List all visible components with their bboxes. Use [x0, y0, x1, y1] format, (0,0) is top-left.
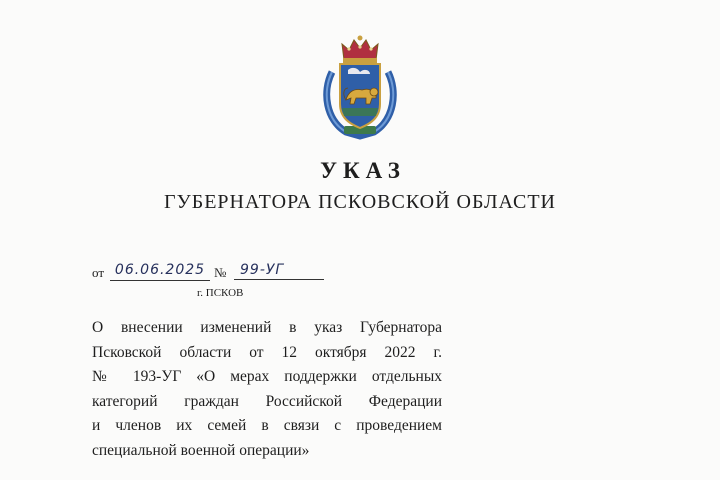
number-field: 99-УГ — [234, 262, 324, 280]
city-label: г. ПСКОВ — [197, 287, 244, 299]
subject-line: категорий граждан Российской Федерации — [92, 392, 442, 410]
from-label: от — [92, 265, 105, 280]
subject-line: и членов их семей в связи с проведением — [92, 417, 442, 435]
coat-of-arms-emblem — [318, 32, 402, 140]
document-title: УКАЗ — [320, 158, 406, 183]
subject-line: специальной военной операции» — [92, 441, 310, 459]
subject-line: Псковской области от 12 октября 2022 г. — [92, 343, 442, 361]
number-label: № — [214, 265, 227, 280]
subject-line: № 193-УГ «О мерах поддержки отдельных — [92, 368, 442, 386]
crown-icon — [342, 36, 378, 64]
date-field: 06.06.2025 — [110, 262, 210, 281]
dateline — [92, 262, 332, 284]
document-subtitle: ГУБЕРНАТОРА ПСКОВСКОЙ ОБЛАСТИ — [164, 191, 556, 213]
subject-line: О внесении изменений в указ Губернатора — [92, 319, 442, 336]
decree-subject — [92, 316, 442, 464]
